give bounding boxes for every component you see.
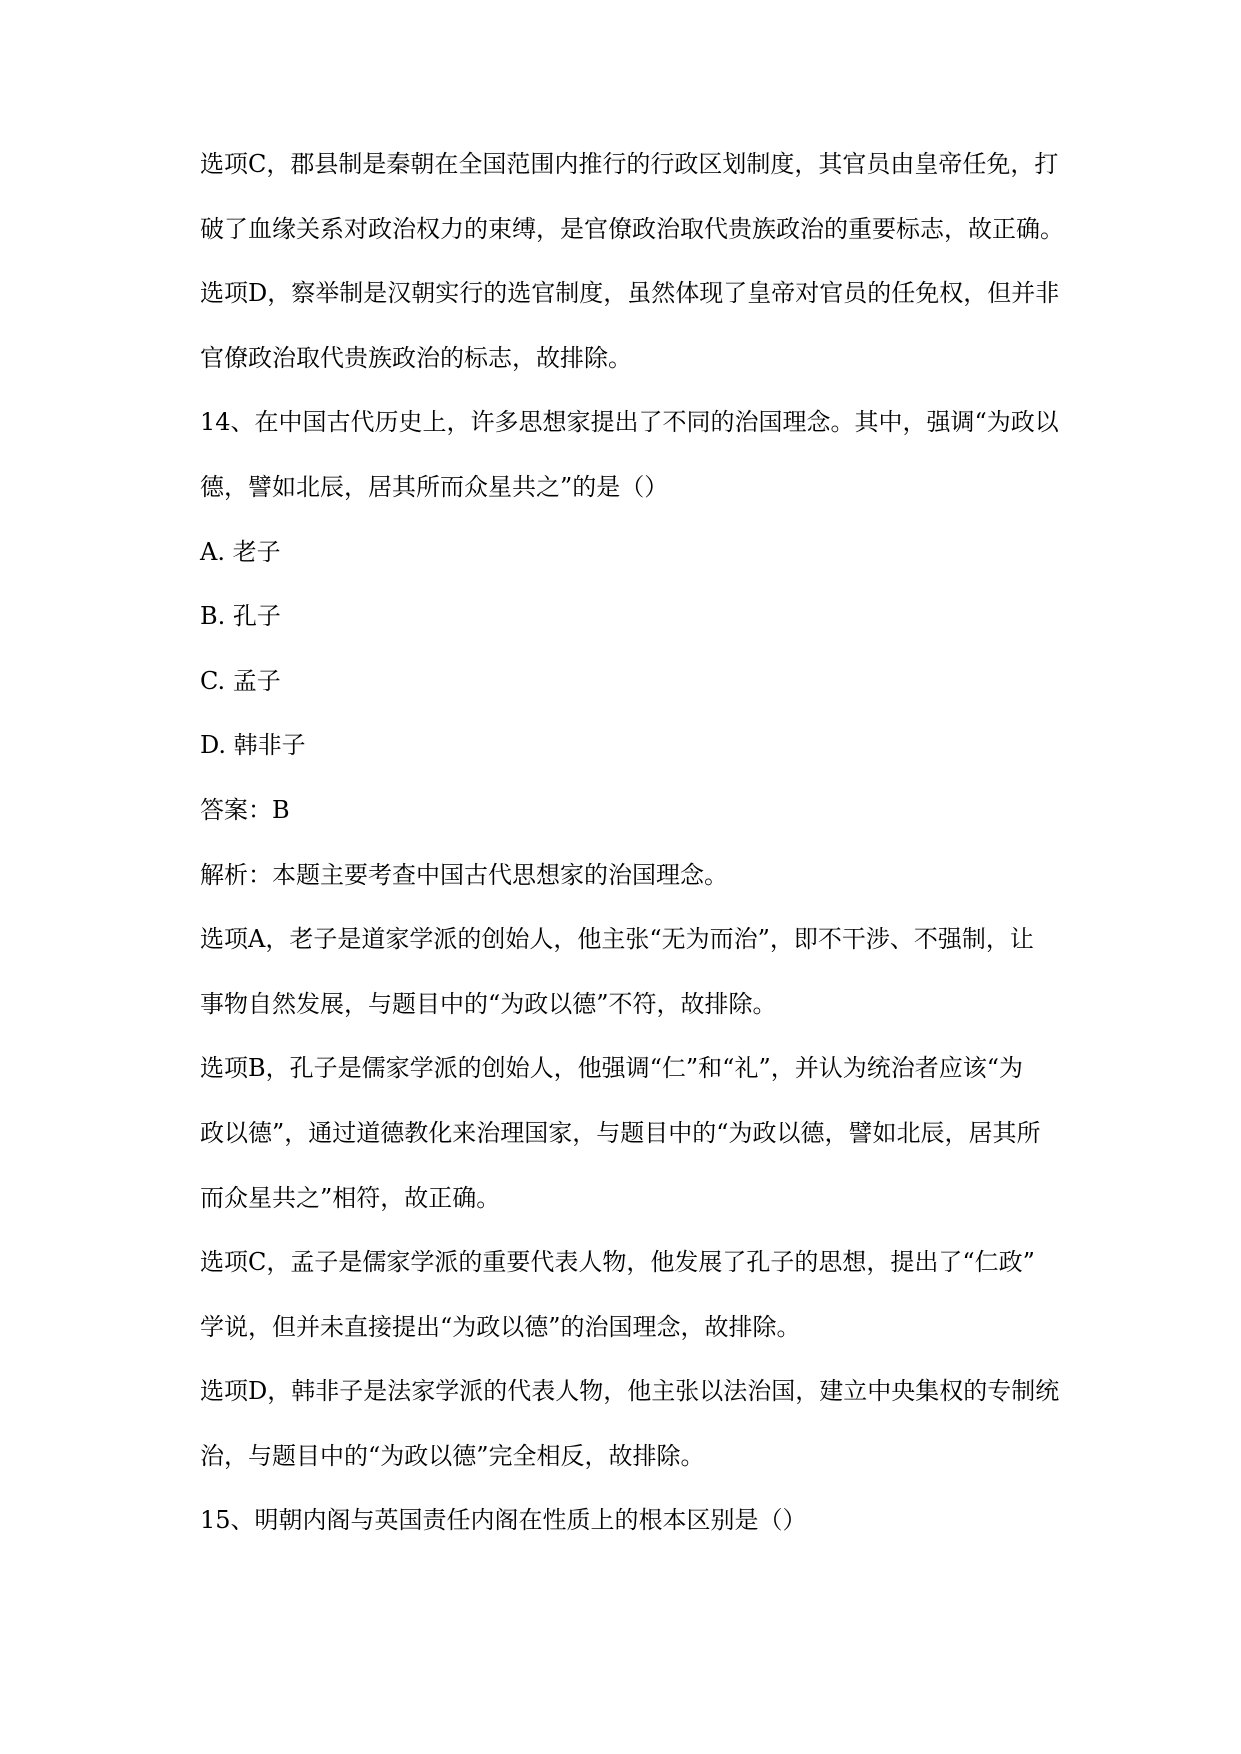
text-line: 官僚政治取代贵族政治的标志，故排除。	[200, 343, 632, 372]
text-line: 破了血缘关系对政治权力的束缚，是官僚政治取代贵族政治的重要标志，故正确。	[200, 214, 1064, 243]
option-b: B. 孔子	[200, 602, 281, 631]
text-line: 政以德”，通过道德教化来治理国家，与题目中的“为政以德，譬如北辰，居其所	[200, 1118, 1041, 1147]
text-line: 治，与题目中的“为政以德”完全相反，故排除。	[200, 1441, 705, 1470]
option-c: C. 孟子	[200, 666, 281, 695]
text-line: 选项D，韩非子是法家学派的代表人物，他主张以法治国，建立中央集权的专制统	[200, 1377, 1060, 1406]
text-line: 而众星共之”相符，故正确。	[200, 1183, 501, 1212]
question-14-stem-cont: 德，譬如北辰，居其所而众星共之”的是（）	[200, 472, 669, 501]
analysis-line: 解析：本题主要考查中国古代思想家的治国理念。	[200, 860, 728, 889]
document-body	[200, 142, 1100, 1563]
answer-line: 答案：B	[200, 795, 290, 824]
text-line: 选项C，孟子是儒家学派的重要代表人物，他发展了孔子的思想，提出了“仁政”	[200, 1248, 1035, 1277]
text-line: 选项B，孔子是儒家学派的创始人，他强调“仁”和“礼”，并认为统治者应该“为	[200, 1054, 1023, 1083]
option-d: D. 韩非子	[200, 731, 306, 760]
text-line: 事物自然发展，与题目中的“为政以德”不符，故排除。	[200, 989, 777, 1018]
question-14-stem: 14、在中国古代历史上，许多思想家提出了不同的治国理念。其中，强调“为政以	[200, 408, 1059, 437]
question-15-stem: 15、明朝内阁与英国责任内阁在性质上的根本区别是（）	[200, 1506, 807, 1535]
text-line: 选项A，老子是道家学派的创始人，他主张“无为而治”，即不干涉、不强制，让	[200, 925, 1034, 954]
option-a: A. 老子	[200, 537, 281, 566]
text-line: 学说，但并未直接提出“为政以德”的治国理念，故排除。	[200, 1312, 801, 1341]
text-line: 选项C，郡县制是秦朝在全国范围内推行的行政区划制度，其官员由皇帝任免，打	[200, 150, 1059, 178]
text-line: 选项D，察举制是汉朝实行的选官制度，虽然体现了皇帝对官员的任免权，但并非	[200, 279, 1060, 308]
